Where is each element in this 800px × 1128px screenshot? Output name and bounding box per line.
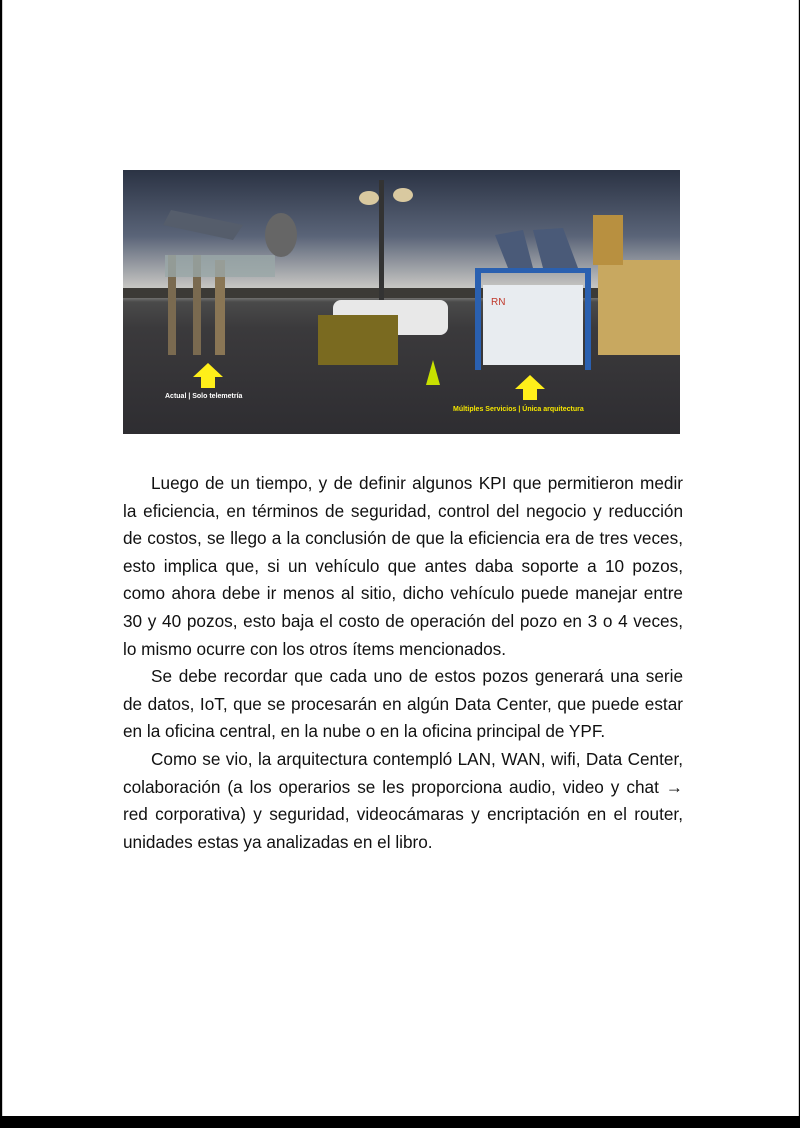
body-text: [123, 470, 683, 856]
photo-caption-right: Múltiples Servicios | Única arquitectura: [453, 406, 584, 413]
container-logo: RN: [491, 297, 506, 308]
paragraph: Como se vio, la arquitectura contempló LAN, WAN, wifi, Data Center, colaboración (a los operarios se les proporciona audio, video y chat → red corporativa) y seguridad, videocámaras y encriptación en el router, unidades estas ya analizadas en el libro.: [123, 748, 683, 852]
site-photo: [123, 170, 680, 434]
document-page: [2, 0, 799, 1116]
paragraph: Se debe recordar que cada uno de estos pozos generará una serie de datos, IoT, que se procesarán en algún Data Center, que puede estar en la oficina central, en la nube o en la oficina principal de YPF.: [123, 666, 683, 742]
paragraph: Luego de un tiempo, y de definir algunos KPI que permitieron medir la eficiencia, en términos de seguridad, control del negocio y reducción de costos, se llego a la conclusión de que la eficiencia era de tres veces, esto implica que, si un vehículo que antes daba soporte a 10 pozos, como ahora debe ir menos al sitio, dicho vehículo puede manejar entre 30 y 40 pozos, esto baja el costo de operación del pozo en 3 o 4 veces, lo mismo ocurre con los otros ítems mencionados.: [123, 473, 683, 659]
photo-caption-left: Actual | Solo telemetría: [165, 393, 243, 400]
